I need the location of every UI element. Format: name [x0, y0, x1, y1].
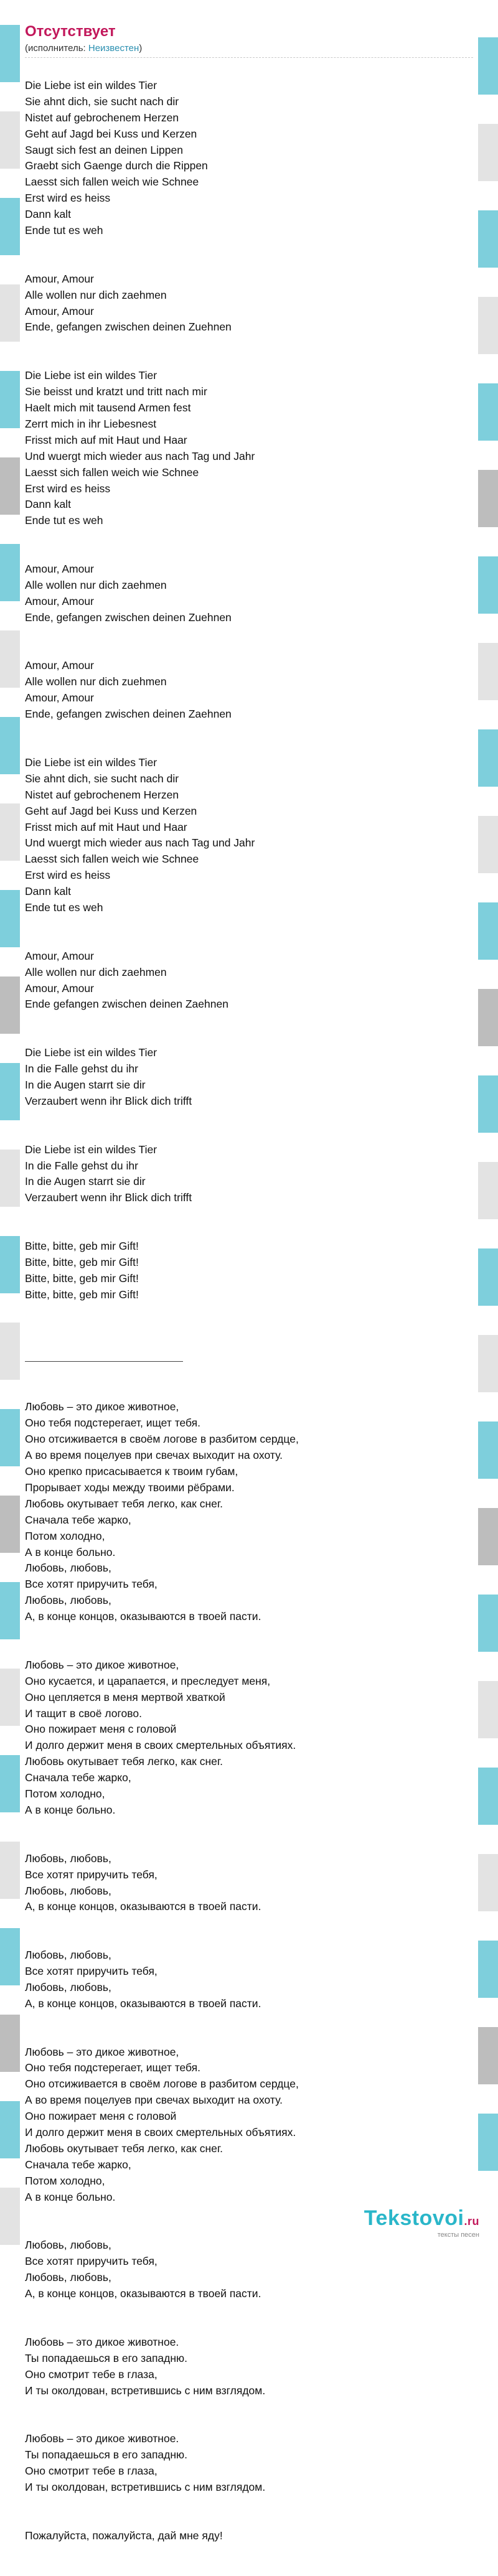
side-bar	[0, 803, 20, 861]
side-bar	[0, 25, 20, 82]
translation-separator	[25, 1361, 183, 1362]
side-bar	[0, 1928, 20, 1985]
side-bar	[478, 729, 498, 787]
side-bar	[0, 198, 20, 255]
side-bar	[478, 1421, 498, 1479]
side-bar	[478, 1681, 498, 1738]
song-page	[25, 22, 473, 2576]
lyrics-stanza: Die Liebe ist ein wildes Tier Sie ahnt dich, sie sucht nach dir Nistet auf gebrochenem Herzen Geht auf Jagd bei Kuss und Kerzen Saugt sich fest an deinen Lippen Graebt sich Gaenge durch die Rippen Laesst sich fallen weich wie Schnee Erst wird es heiss Dann kalt Ende tut es weh	[25, 78, 208, 237]
side-bar	[0, 2015, 20, 2072]
side-bar	[0, 1582, 20, 1639]
logo-wordmark	[364, 2207, 479, 2232]
right-decorative-bars	[478, 0, 498, 2249]
lyrics-stanza: Amour, Amour Alle wollen nur dich zaehmen Amour, Amour Ende, gefangen zwischen deinen Zuehnen	[25, 272, 232, 334]
side-bar	[0, 1323, 20, 1380]
lyrics-stanza: Amour, Amour Alle wollen nur dich zaehmen Amour, Amour Ende gefangen zwischen deinen Zaehnen	[25, 949, 228, 1011]
side-bar	[478, 989, 498, 1046]
translation-stanza: Любовь – это дикое животное, Оно тебя подстерегает, ищет тебя. Оно отсиживается в своём логове в разбитом сердце, А во время поцелуев при свечах выходит на охоту. Оно крепко присасывается к твоим губам, Прорывает ходы между твоими рёбрами. Любовь окутывает тебя легко, как снег. Сначала тебе жарко, Потом холодно, А в конце больно. Любовь, любовь, Все хотят приручить тебя, Любовь, любовь, А, в конце концов, оказываются в твоей пасти.	[25, 1400, 299, 1623]
translation-stanza: Любовь, любовь, Все хотят приручить тебя, Любовь, любовь, А, в конце концов, оказываются в твоей пасти.	[25, 2239, 261, 2300]
translation-stanza: Любовь – это дикое животное, Оно кусается, и царапается, и преследует меня, Оно цепляется в меня мертвой хваткой И тащит в своё логово. Оно пожирает меня с головой И долго держит меня в своих смертельных объятиях. Любовь окутывает тебя легко, как снег. Сначала тебе жарко, Потом холодно, А в конце больно.	[25, 1658, 296, 1816]
side-bar	[478, 297, 498, 354]
side-bar	[478, 37, 498, 95]
side-bar	[0, 2188, 20, 2245]
song-title: Отсутствует	[25, 23, 116, 40]
side-bar	[478, 470, 498, 527]
side-bar	[478, 1508, 498, 1565]
side-bar	[0, 284, 20, 342]
logo-tld: .ru	[464, 2215, 479, 2227]
side-bar	[478, 1768, 498, 1825]
original-lyrics	[25, 62, 473, 1335]
lyrics-stanza: Amour, Amour Alle wollen nur dich zaehmen Amour, Amour Ende, gefangen zwischen deinen Zuehnen	[25, 563, 232, 624]
side-bar	[478, 1162, 498, 1219]
side-bar	[478, 1595, 498, 1652]
side-bar	[0, 1150, 20, 1207]
side-bar	[478, 1248, 498, 1306]
lyrics-stanza: Die Liebe ist ein wildes Tier Sie beisst und kratzt und tritt nach mir Haelt mich mit tausend Armen fest Zerrt mich in ihr Liebesnest Frisst mich auf mit Haut und Haar Und wuergt mich wieder aus nach Tag und Jahr Laesst sich fallen weich wie Schnee Erst wird es heiss Dann kalt Ende tut es weh	[25, 369, 255, 527]
side-bar	[0, 977, 20, 1034]
side-bar	[0, 1236, 20, 1293]
translation-stanza: Любовь – это дикое животное. Ты попадаешься в его западню. Оно смотрит тебе в глаза, И ты околдован, встретившись с ним взглядом.	[25, 2335, 266, 2397]
side-bar	[0, 457, 20, 515]
side-bar	[478, 1854, 498, 1911]
performer-prefix: (исполнитель:	[25, 43, 88, 54]
side-bar	[478, 2027, 498, 2084]
header-divider	[25, 57, 473, 58]
side-bar	[0, 1409, 20, 1466]
side-bar	[0, 1669, 20, 1726]
side-bar	[0, 717, 20, 774]
side-bar	[478, 556, 498, 614]
translation-stanza: Любовь – это дикое животное, Оно тебя подстерегает, ищет тебя. Оно отсиживается в своём логове в разбитом сердце, А во время поцелуев при свечах выходит на охоту. Оно пожирает меня с головой И долго держит меня в своих смертельных объятиях. Любовь окутывает тебя легко, как снег. Сначала тебе жарко, Потом холодно, А в конце больно.	[25, 2045, 299, 2203]
side-bar	[0, 890, 20, 947]
side-bar	[0, 111, 20, 169]
left-decorative-bars	[0, 0, 20, 2249]
lyrics-stanza: Die Liebe ist ein wildes Tier In die Falle gehst du ihr In die Augen starrt sie dir Verzaubert wenn ihr Blick dich trifft	[25, 1143, 192, 1204]
side-bar	[478, 124, 498, 181]
translation-stanza: Пожалуйста, пожалуйста, дай мне яду!	[25, 2529, 223, 2542]
side-bar	[478, 902, 498, 960]
side-bar	[0, 371, 20, 428]
lyrics-stanza: Die Liebe ist ein wildes Tier In die Falle gehst du ihr In die Augen starrt sie dir Verzaubert wenn ihr Blick dich trifft	[25, 1046, 192, 1107]
side-bar	[478, 210, 498, 268]
side-bar	[478, 383, 498, 441]
lyrics-stanza: Die Liebe ist ein wildes Tier Sie ahnt dich, sie sucht nach dir Nistet auf gebrochenem Herzen Geht auf Jagd bei Kuss und Kerzen Frisst mich auf mit Haut und Haar Und wuergt mich wieder aus nach Tag und Jahr Laesst sich fallen weich wie Schnee Erst wird es heiss Dann kalt Ende tut es weh	[25, 756, 255, 914]
side-bar	[0, 1755, 20, 1812]
side-bar	[478, 2114, 498, 2171]
logo-name: Tekstovoi	[364, 2206, 464, 2230]
translation-lyrics	[25, 1383, 473, 2576]
translation-stanza: Любовь, любовь, Все хотят приручить тебя, Любовь, любовь, А, в конце концов, оказываются в твоей пасти.	[25, 1949, 261, 2010]
side-bar	[478, 1075, 498, 1133]
side-bar	[0, 1063, 20, 1120]
translation-stanza: Любовь – это дикое животное. Ты попадаешься в его западню. Оно смотрит тебе в глаза, И ты околдован, встретившись с ним взглядом.	[25, 2432, 266, 2493]
side-bar	[478, 1941, 498, 1998]
side-bar	[0, 1842, 20, 1899]
performer-suffix: )	[139, 43, 143, 54]
side-bar	[0, 1496, 20, 1553]
lyrics-stanza: Bitte, bitte, geb mir Gift! Bitte, bitte, geb mir Gift! Bitte, bitte, geb mir Gift! Bitte, bitte, geb mir Gift!	[25, 1240, 139, 1301]
side-bar	[0, 2101, 20, 2158]
performer-line	[25, 42, 473, 55]
side-bar	[478, 1335, 498, 1392]
side-bar	[0, 544, 20, 601]
performer-link[interactable]: Неизвестен	[88, 43, 139, 54]
side-bar	[478, 643, 498, 700]
logo-subtitle: тексты песен	[437, 2231, 479, 2239]
side-bar	[478, 816, 498, 873]
site-logo[interactable]	[364, 2207, 479, 2239]
lyrics-stanza: Amour, Amour Alle wollen nur dich zuehmen Amour, Amour Ende, gefangen zwischen deinen Zaehnen	[25, 659, 232, 721]
translation-stanza: Любовь, любовь, Все хотят приручить тебя, Любовь, любовь, А, в конце концов, оказываются в твоей пасти.	[25, 1852, 261, 1913]
side-bar	[0, 630, 20, 688]
